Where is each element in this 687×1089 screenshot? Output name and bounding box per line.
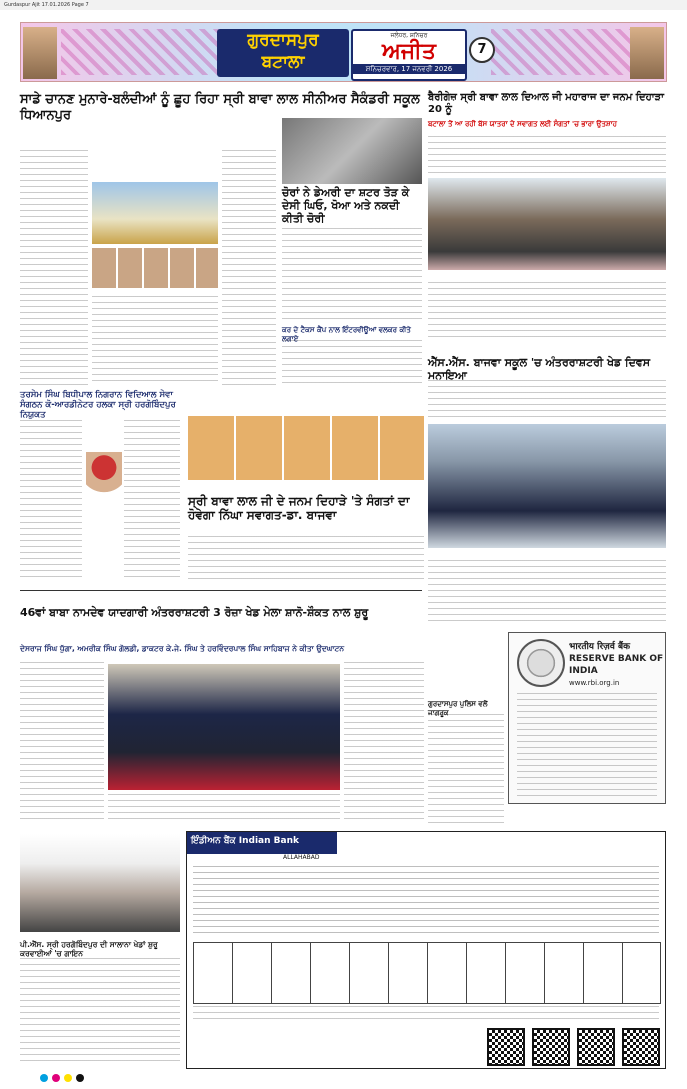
paper-title: ਅਜੀਤ bbox=[382, 39, 436, 64]
bank-advertisement bbox=[186, 831, 666, 1069]
ad-text bbox=[193, 866, 659, 938]
rbi-name bbox=[569, 641, 665, 689]
story-headline: ਤਰਸੇਮ ਸਿੰਘ ਬਿਧੀਪਾਲ ਨਿਗਰਾਨ ਵਿਦਿਆਲ ਸੇਵਾ ਸੰਗਠਨ ਕੋ-ਆਰਡੀਨੇਟਰ ਹਲਕਾ ਸ੍ਰੀ ਹਰਗੋਬਿੰਦਪੁਰ ਨਿਯੁਕਤ bbox=[20, 390, 176, 421]
city-name-2: ਬਟਾਲਾ bbox=[261, 52, 305, 72]
rbi-advertisement bbox=[508, 632, 666, 804]
story-subheadline: ਦੇਸਰਾਜ ਸਿੰਘ ਧੁੱਗਾ, ਅਮਰੀਕ ਸਿੰਘ ਗੋਲਡੀ, ਡਾਕਟਰ ਕੇ.ਜੇ. ਸਿੰਘ ਤੇ ਹਰਵਿੰਦਰਪਾਲ ਸਿੰਘ ਸਾਹਿਬਾਜ ਨੇ ਕੀਤਾ ਉਦਘਾਟਨ bbox=[20, 644, 345, 653]
masthead bbox=[20, 22, 667, 82]
paper-nameplate bbox=[351, 29, 467, 81]
school-photo bbox=[92, 182, 218, 244]
bank-sublogo: ALLAHABAD bbox=[283, 854, 320, 861]
article-text bbox=[282, 228, 422, 324]
article-text bbox=[282, 340, 422, 386]
registration-dot bbox=[64, 1074, 72, 1082]
registration-dot bbox=[40, 1074, 48, 1082]
story-headline: ਪੀ.ਐੱਸ. ਸ੍ਰੀ ਹਰਗੋਬਿੰਦਪੁਰ ਦੀ ਸਾਲਾਨਾ ਖੇਡਾਂ ਸ਼ੁਰੂ ਕਰਵਾਈਆਂ 'ਚ ਗਾਇਨ bbox=[20, 940, 158, 958]
rbi-seal-icon bbox=[517, 639, 565, 687]
article-text bbox=[92, 296, 218, 386]
decorative-pattern bbox=[61, 29, 221, 75]
article-text bbox=[124, 420, 180, 580]
crowd-photo bbox=[282, 118, 422, 184]
classroom-photo bbox=[20, 834, 180, 932]
portrait-strip bbox=[188, 416, 424, 480]
article-text bbox=[20, 420, 82, 580]
rbi-name-english: RESERVE BANK OF INDIA bbox=[569, 654, 664, 676]
registration-dot bbox=[76, 1074, 84, 1082]
story-headline: 46ਵਾਂ ਬਾਬਾ ਨਾਮਦੇਵ ਯਾਦਗਾਰੀ ਅੰਤਰਰਾਸ਼ਟਰੀ 3 ਰੋਜ਼ਾ ਖੇਡ ਮੇਲਾ ਸ਼ਾਨੋ-ਸ਼ੌਕਤ ਨਾਲ ਸ਼ੁਰੂ bbox=[20, 606, 369, 619]
ad-text bbox=[517, 693, 657, 797]
qr-code-icon bbox=[532, 1028, 570, 1066]
portrait-strip bbox=[92, 248, 218, 288]
qr-code-icon bbox=[577, 1028, 615, 1066]
article-text bbox=[428, 136, 666, 176]
group-photo bbox=[428, 178, 666, 270]
students-photo bbox=[428, 424, 666, 548]
temple-image-right bbox=[630, 27, 664, 79]
article-text bbox=[222, 150, 276, 386]
divider bbox=[20, 590, 422, 591]
indian-bank-logo bbox=[187, 832, 337, 854]
article-text bbox=[20, 150, 88, 385]
edition-city bbox=[217, 29, 349, 77]
decorative-pattern bbox=[491, 29, 651, 75]
article-text bbox=[428, 560, 666, 626]
paper-meta: ਜਲੰਧਰ, ਸ਼ਨਿਚਰ bbox=[390, 32, 428, 39]
article-text bbox=[428, 714, 504, 824]
scan-header: Gurdaspur Ajit 17.01.2026 Page 7 bbox=[0, 0, 687, 10]
registration-dot bbox=[52, 1074, 60, 1082]
story-headline: ਐੱਸ.ਐੱਸ. ਬਾਜਵਾ ਸਕੂਲ 'ਚ ਅੰਤਰਰਾਸ਼ਟਰੀ ਖੇਡ ਦਿਵਸ ਮਨਾਇਆ bbox=[428, 356, 651, 383]
issue-date: ਸ਼ਨਿਚਰਵਾਰ, 17 ਜਨਵਰੀ 2026 bbox=[353, 64, 465, 74]
qr-code-icon bbox=[622, 1028, 660, 1066]
article-text bbox=[344, 662, 424, 822]
temple-image-left bbox=[23, 27, 57, 79]
rbi-url: www.rbi.org.in bbox=[569, 679, 620, 687]
story-headline: ਬੈਰੀਗੇਜ਼ ਸ੍ਰੀ ਬਾਵਾ ਲਾਲ ਦਿਆਲ ਜੀ ਮਹਾਰਾਜ ਦਾ ਜਨਮ ਦਿਹਾੜਾ 20 ਨੂੰ bbox=[428, 92, 664, 115]
city-name: ਗੁਰਦਾਸਪੁਰ bbox=[247, 30, 319, 50]
article-text bbox=[20, 662, 104, 822]
story-headline: ਗੁਰਦਾਸਪੁਰ ਪੁਲਿਸ ਵਲੋਂ ਜਾਗਰੂਕ bbox=[428, 700, 488, 717]
auction-table bbox=[193, 942, 661, 1004]
event-photo bbox=[108, 664, 340, 790]
qr-code-icon bbox=[487, 1028, 525, 1066]
story-headline: ਸਾਡੇ ਚਾਨਣ ਮੁਨਾਰੇ-ਬਲੰਦੀਆਂ ਨੂੰ ਛੂਹ ਰਿਹਾ ਸ੍ਰੀ ਬਾਵਾ ਲਾਲ ਸੀਨੀਅਰ ਸੈਕੰਡਰੀ ਸਕੂਲ ਧਿਆਨਪੁਰ bbox=[20, 92, 420, 123]
article-text bbox=[428, 380, 666, 420]
bank-name: ਇੰਡੀਅਨ ਬੈਂਕ Indian Bank bbox=[191, 836, 299, 846]
article-text bbox=[188, 536, 424, 582]
rbi-name-hindi: भारतीय रिज़र्व बैंक bbox=[569, 642, 631, 652]
story-subheadline: ਕਰ ਦੇ ਟੈਕਸ ਕੈਂਪ ਨਾਲ ਇੰਟਰਵੀਊਆਂ ਵਲਕਰ ਕੀਤੇ ਲਗਾਏ bbox=[282, 326, 411, 343]
ad-text bbox=[193, 1006, 659, 1022]
page-number: 7 bbox=[469, 37, 495, 63]
story-headline: ਚੋਰਾਂ ਨੇ ਡੇਅਰੀ ਦਾ ਸ਼ਟਰ ਤੋੜ ਕੇ ਦੇਸੀ ਘਿਓ, ਖੋਆ ਅਤੇ ਨਕਦੀ ਕੀਤੀ ਚੋਰੀ bbox=[282, 186, 410, 226]
story-headline: ਸ੍ਰੀ ਬਾਵਾ ਲਾਲ ਜੀ ਦੇ ਜਨਮ ਦਿਹਾੜੇ 'ਤੇ ਸੰਗਤਾਂ ਦਾ ਹੋਵੇਗਾ ਨਿੱਘਾ ਸਵਾਗਤ-ਡਾ. ਬਾਜਵਾ bbox=[188, 494, 410, 523]
story-subheadline: ਬਟਾਲਾ ਤੋਂ ਆ ਰਹੀ ਬੱਸ ਯਾਤਰਾ ਦੇ ਸਵਾਗਤ ਲਈ ਸੰਗਤਾਂ 'ਚ ਭਾਰਾ ਉਤਸ਼ਾਹ bbox=[428, 120, 617, 128]
article-text bbox=[20, 958, 180, 1066]
article-text bbox=[428, 282, 666, 342]
portrait-photo bbox=[86, 452, 122, 504]
article-text bbox=[108, 794, 340, 824]
